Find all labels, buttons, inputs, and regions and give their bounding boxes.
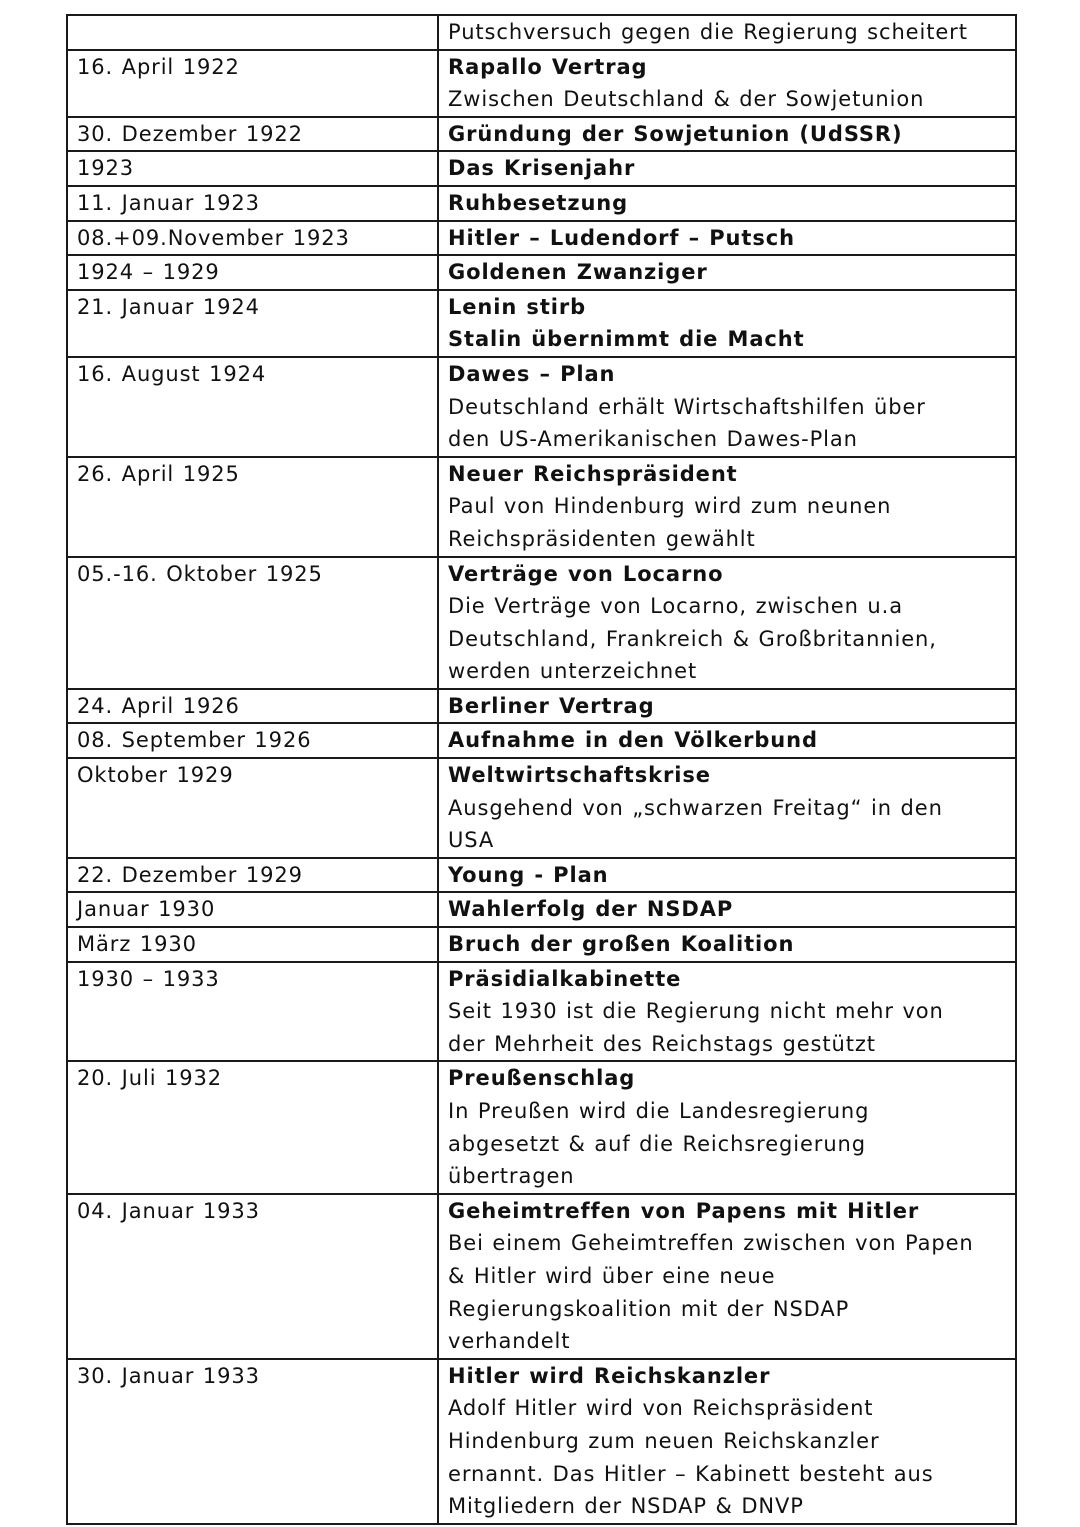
event-cell	[438, 858, 1016, 893]
event-title: Verträge von Locarno	[448, 561, 724, 586]
event-title: Hitler – Ludendorf – Putsch	[448, 225, 795, 250]
event-description: & Hitler wird über eine neue	[448, 1263, 776, 1288]
date-text: 11. Januar 1923	[77, 190, 260, 215]
event-cell	[438, 357, 1016, 457]
table-row	[67, 858, 1016, 893]
event-cell	[438, 1061, 1016, 1193]
date-cell	[67, 689, 438, 724]
date-text: 26. April 1925	[77, 461, 240, 486]
table-row	[67, 1194, 1016, 1359]
table-row	[67, 117, 1016, 152]
event-cell	[438, 927, 1016, 962]
date-text: 22. Dezember 1929	[77, 862, 303, 887]
event-description: abgesetzt & auf die Reichsregierung	[448, 1131, 866, 1156]
event-description: Zwischen Deutschland & der Sowjetunion	[448, 87, 925, 112]
event-cell	[438, 892, 1016, 927]
event-title: Präsidialkabinette	[448, 966, 682, 991]
event-description: Ausgehend von „schwarzen Freitag“ in den	[448, 795, 943, 820]
event-description: werden unterzeichnet	[448, 659, 698, 684]
event-description: Seit 1930 ist die Regierung nicht mehr von	[448, 999, 944, 1024]
date-cell	[67, 557, 438, 689]
event-title: Young - Plan	[448, 862, 609, 887]
event-description: Mitgliedern der NSDAP & DNVP	[448, 1494, 804, 1519]
event-description: Reichspräsidenten gewählt	[448, 526, 756, 551]
date-cell	[67, 15, 438, 50]
date-cell	[67, 858, 438, 893]
table-row	[67, 255, 1016, 290]
date-text: 30. Dezember 1922	[77, 121, 303, 146]
event-description: Hindenburg zum neuen Reichskanzler	[448, 1428, 880, 1453]
table-row	[67, 962, 1016, 1062]
date-text	[77, 16, 429, 49]
date-text: 1923	[77, 156, 135, 181]
event-cell	[438, 457, 1016, 557]
date-cell	[67, 892, 438, 927]
event-title: Geheimtreffen von Papens mit Hitler	[448, 1198, 920, 1223]
event-title: Hitler wird Reichskanzler	[448, 1363, 771, 1388]
date-cell	[67, 221, 438, 256]
table-row	[67, 50, 1016, 117]
date-cell	[67, 186, 438, 221]
table-row	[67, 557, 1016, 689]
date-text: März 1930	[77, 932, 197, 957]
timeline-table	[66, 14, 1017, 1525]
table-row	[67, 892, 1016, 927]
date-cell	[67, 723, 438, 758]
table-row	[67, 927, 1016, 962]
event-title: Wahlerfolg der NSDAP	[448, 897, 734, 922]
date-text: 08.+09.November 1923	[77, 225, 350, 250]
event-title: Bruch der großen Koalition	[448, 932, 795, 957]
event-description: USA	[448, 828, 495, 853]
table-row	[67, 186, 1016, 221]
table-row	[67, 1359, 1016, 1524]
event-cell	[438, 117, 1016, 152]
date-text: 08. September 1926	[77, 728, 312, 753]
event-description: ernannt. Das Hitler – Kabinett besteht aus	[448, 1461, 934, 1486]
event-cell	[438, 962, 1016, 1062]
event-title: Neuer Reichspräsident	[448, 461, 738, 486]
event-cell	[438, 186, 1016, 221]
event-description: den US-Amerikanischen Dawes-Plan	[448, 427, 858, 452]
event-title: Preußenschlag	[448, 1066, 636, 1091]
date-text: 30. Januar 1933	[77, 1363, 260, 1388]
table-row	[67, 457, 1016, 557]
event-title: Gründung der Sowjetunion (UdSSR)	[448, 121, 903, 146]
date-text: 04. Januar 1933	[77, 1198, 260, 1223]
date-text: 16. August 1924	[77, 361, 267, 386]
date-cell	[67, 457, 438, 557]
event-cell	[438, 151, 1016, 186]
date-cell	[67, 962, 438, 1062]
event-cell	[438, 1194, 1016, 1359]
event-description: Paul von Hindenburg wird zum neunen	[448, 494, 892, 519]
event-cell	[438, 290, 1016, 357]
date-cell	[67, 927, 438, 962]
table-row	[67, 290, 1016, 357]
table-row	[67, 15, 1016, 50]
table-row	[67, 151, 1016, 186]
event-title: Goldenen Zwanziger	[448, 260, 708, 285]
table-row	[67, 758, 1016, 858]
event-description: In Preußen wird die Landesregierung	[448, 1099, 870, 1123]
event-description: der Mehrheit des Reichstags gestützt	[448, 1031, 876, 1056]
event-cell	[438, 221, 1016, 256]
date-cell	[67, 255, 438, 290]
date-cell	[67, 1061, 438, 1193]
event-cell	[438, 723, 1016, 758]
table-row	[67, 1061, 1016, 1193]
event-description: Adolf Hitler wird von Reichspräsident	[448, 1396, 874, 1421]
date-cell	[67, 117, 438, 152]
date-text: 05.-16. Oktober 1925	[77, 561, 323, 586]
table-row	[67, 221, 1016, 256]
event-description: Putschversuch gegen die Regierung scheitert	[448, 20, 968, 44]
event-title: Lenin stirb	[448, 294, 587, 319]
event-cell	[438, 255, 1016, 290]
event-title: Das Krisenjahr	[448, 156, 636, 181]
event-title: Rapallo Vertrag	[448, 54, 648, 79]
date-text: 24. April 1926	[77, 693, 240, 718]
event-description: übertragen	[448, 1164, 575, 1189]
event-cell	[438, 689, 1016, 724]
event-title: Ruhbesetzung	[448, 190, 629, 215]
table-row	[67, 723, 1016, 758]
event-cell	[438, 557, 1016, 689]
date-cell	[67, 151, 438, 186]
event-description: Regierungskoalition mit der NSDAP	[448, 1296, 850, 1321]
event-title: Aufnahme in den Völkerbund	[448, 728, 818, 753]
event-cell	[438, 15, 1016, 50]
date-cell	[67, 50, 438, 117]
timeline-body	[67, 15, 1016, 1524]
event-description: Deutschland erhält Wirtschaftshilfen über	[448, 394, 926, 419]
date-text: Januar 1930	[77, 897, 216, 922]
date-cell	[67, 1359, 438, 1524]
date-text: Oktober 1929	[77, 763, 234, 788]
event-title: Dawes – Plan	[448, 361, 616, 386]
date-text: 20. Juli 1932	[77, 1066, 223, 1091]
event-description: Die Verträge von Locarno, zwischen u.a	[448, 594, 903, 619]
date-text: 21. Januar 1924	[77, 294, 260, 319]
event-cell	[438, 1359, 1016, 1524]
table-row	[67, 689, 1016, 724]
event-title: Berliner Vertrag	[448, 693, 655, 718]
event-cell	[438, 758, 1016, 858]
event-title: Stalin übernimmt die Macht	[448, 327, 805, 352]
date-text: 1924 – 1929	[77, 260, 220, 285]
event-description: Bei einem Geheimtreffen zwischen von Papen	[448, 1231, 974, 1256]
event-cell	[438, 50, 1016, 117]
date-cell	[67, 290, 438, 357]
event-description: Deutschland, Frankreich & Großbritannien,	[448, 626, 937, 651]
table-row	[67, 357, 1016, 457]
date-cell	[67, 758, 438, 858]
date-cell	[67, 357, 438, 457]
event-description: verhandelt	[448, 1329, 571, 1354]
date-cell	[67, 1194, 438, 1359]
event-title: Weltwirtschaftskrise	[448, 763, 711, 788]
date-text: 16. April 1922	[77, 54, 240, 79]
date-text: 1930 – 1933	[77, 966, 220, 991]
